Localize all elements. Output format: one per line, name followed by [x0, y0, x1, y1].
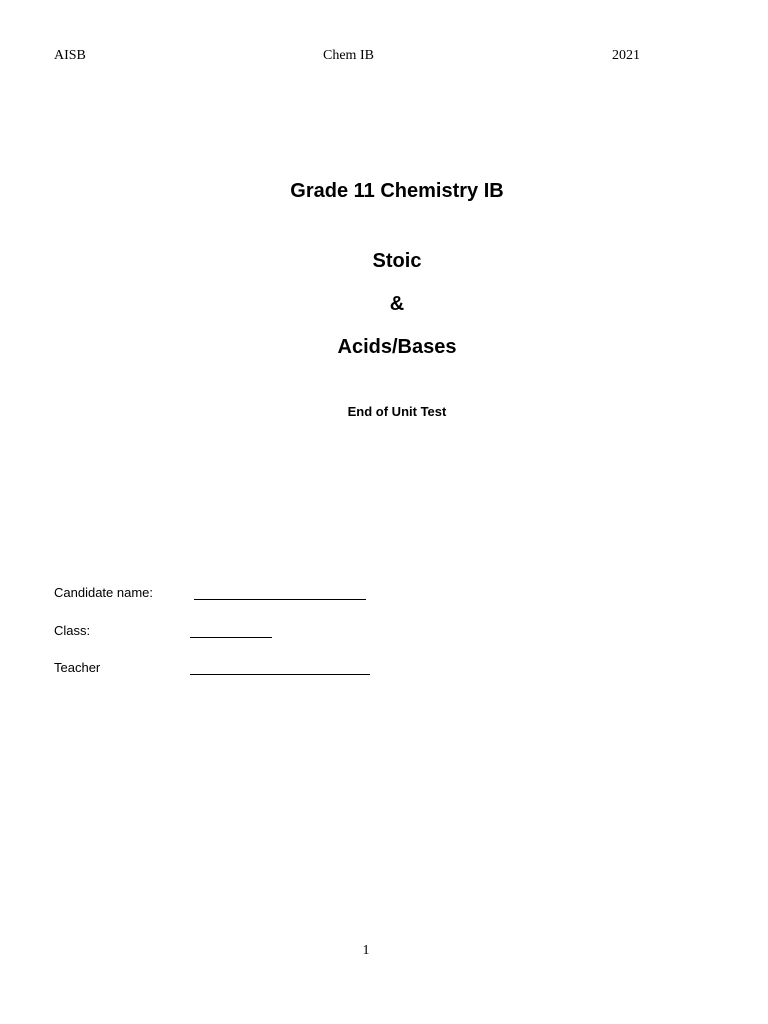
- header-course: Chem IB: [323, 48, 374, 63]
- unit-title-stoic: Stoic: [372, 250, 422, 272]
- header-year: 2021: [612, 48, 640, 63]
- document-title: Grade 11 Chemistry IB: [290, 180, 504, 202]
- class-blank: [190, 637, 272, 638]
- candidate-name-blank: [194, 599, 366, 600]
- unit-title-ampersand: &: [389, 293, 405, 315]
- page-number: 1: [362, 943, 370, 958]
- unit-title-acids-bases: Acids/Bases: [337, 336, 457, 358]
- class-label: Class:: [54, 623, 91, 638]
- teacher-label: Teacher: [54, 660, 101, 675]
- test-subtitle: End of Unit Test: [347, 404, 447, 419]
- teacher-blank: [190, 674, 370, 675]
- candidate-name-label: Candidate name:: [54, 585, 154, 600]
- header-school: AISB: [54, 48, 86, 63]
